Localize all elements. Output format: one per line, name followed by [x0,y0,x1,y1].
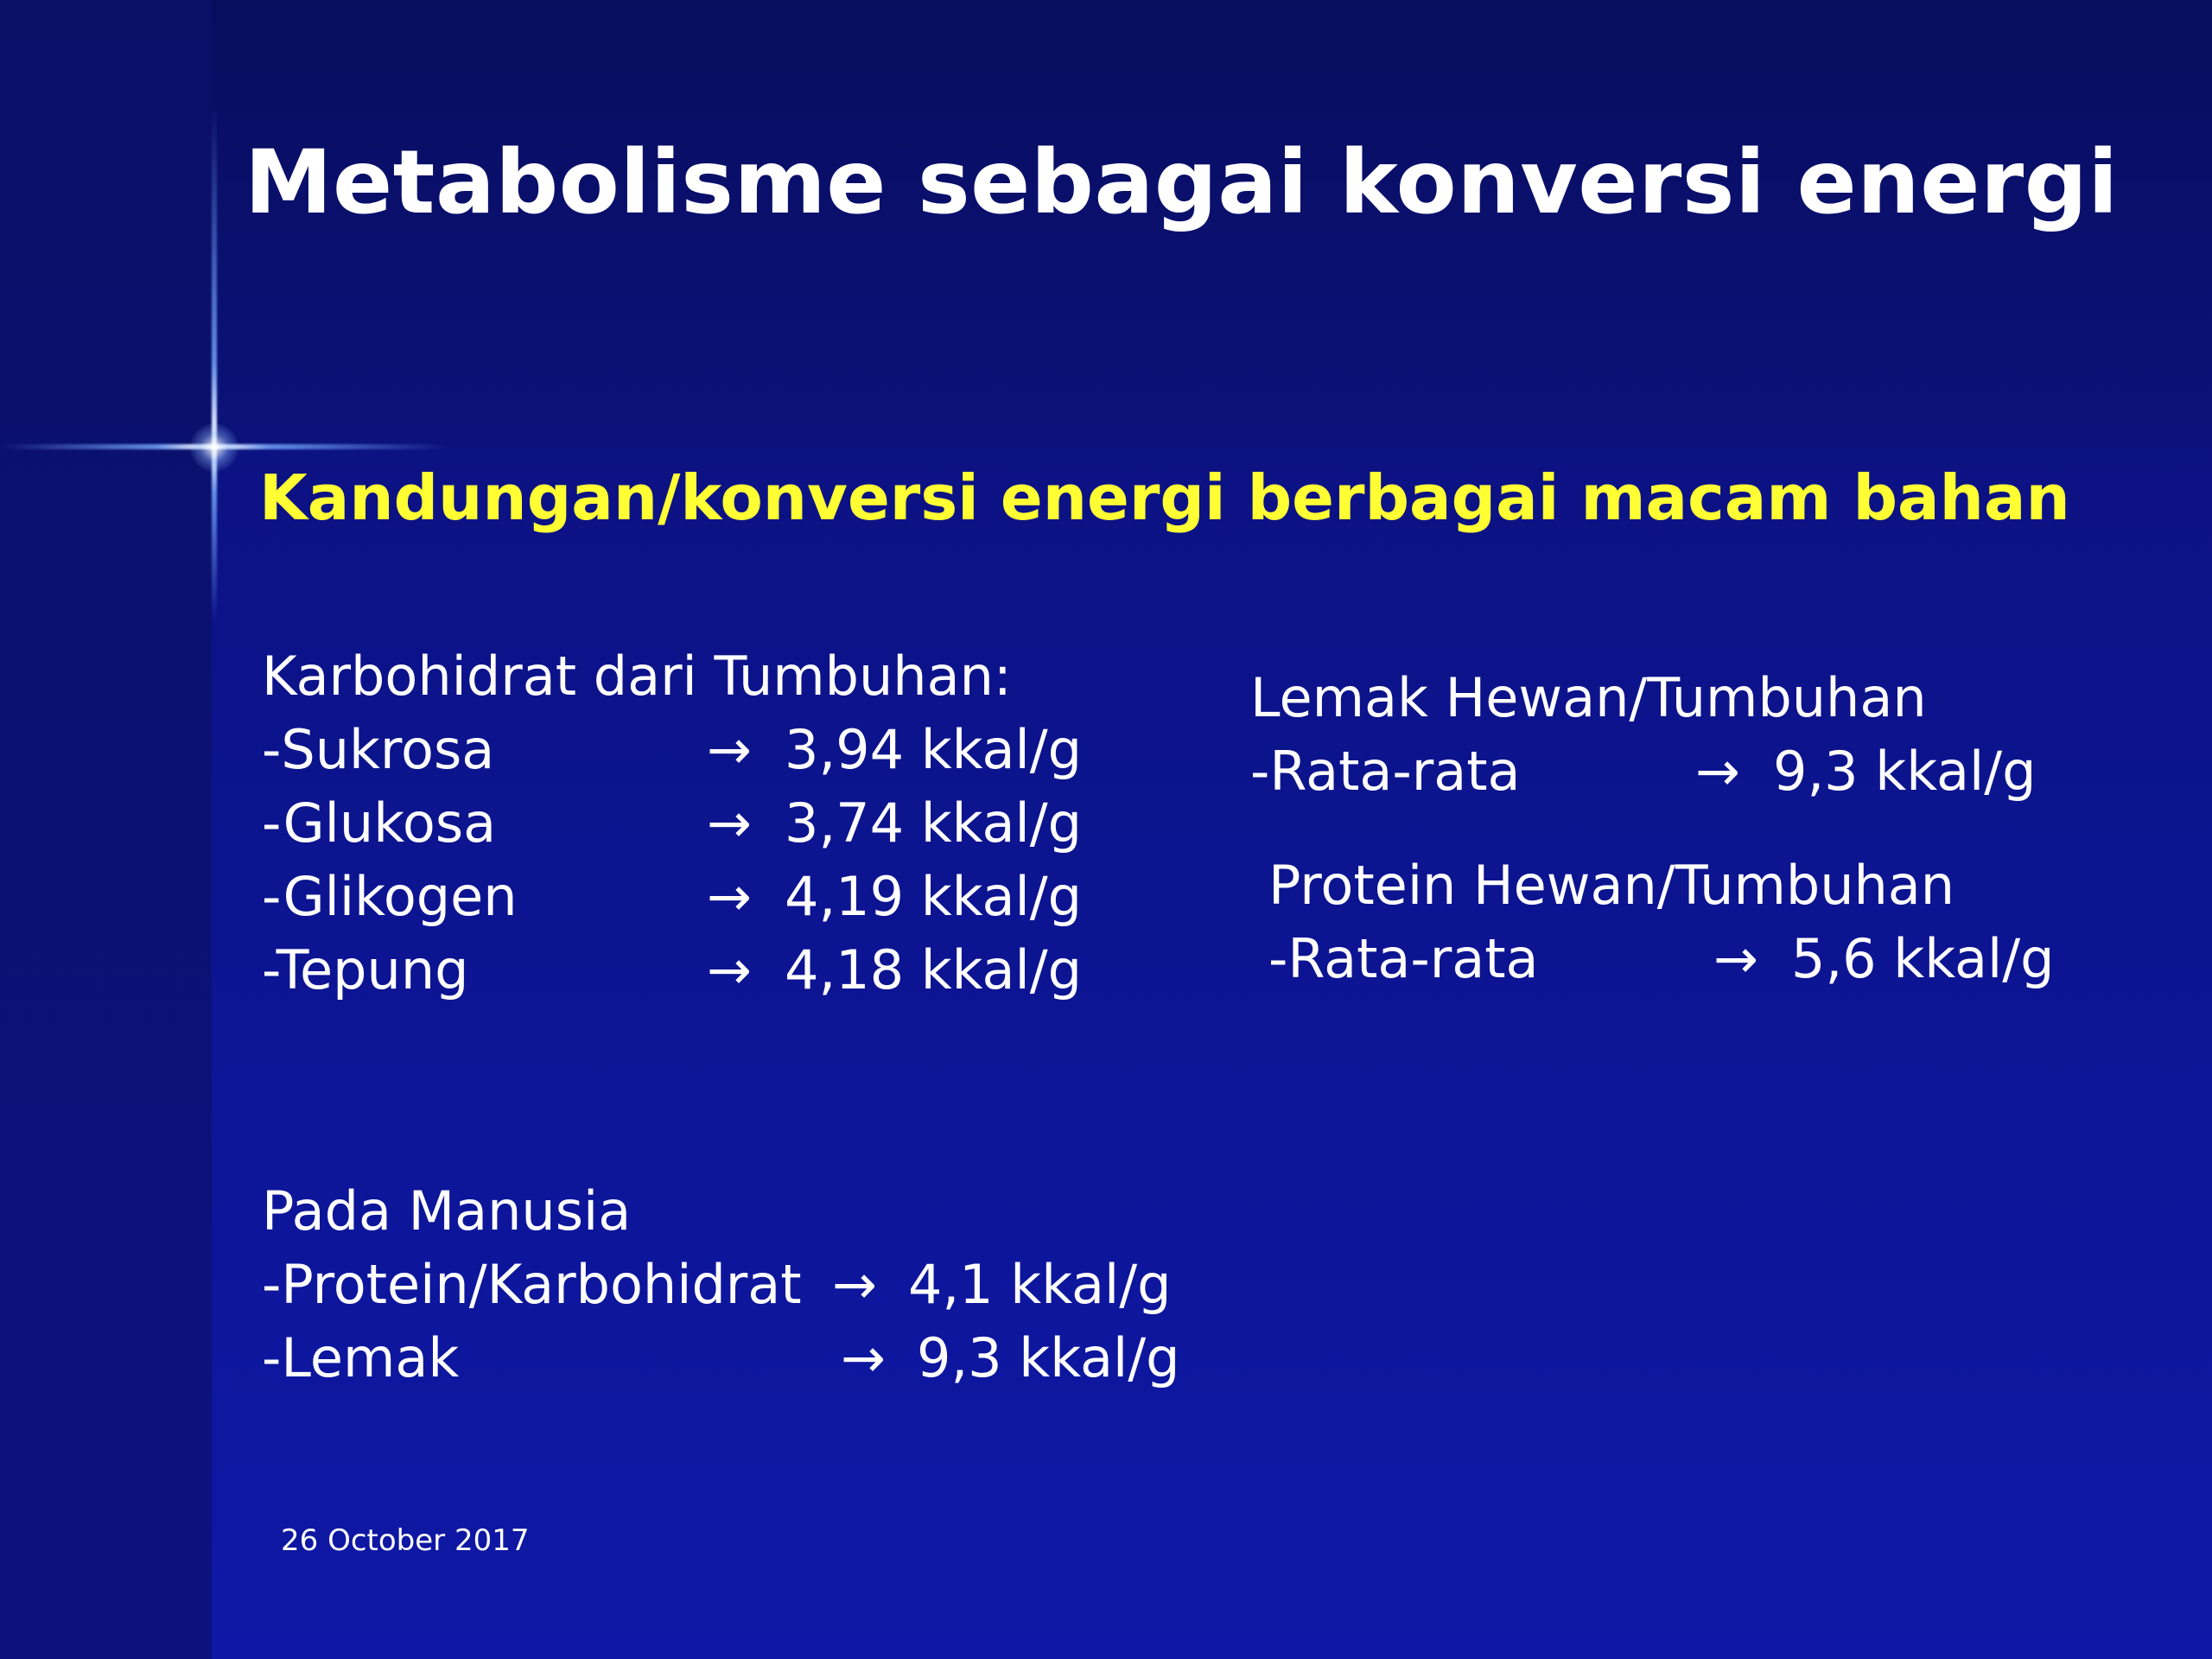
carbs-row-tepung [262,933,1126,1007]
slide-title: Metabolisme sebagai konversi energi [245,131,2119,234]
arrow-icon: → [707,865,752,928]
arrow-icon: → [1695,740,1740,803]
human-row-fat [262,1321,1299,1395]
human-value: 4,1 kkal/g [908,1253,1172,1316]
carbs-row-sukrosa [262,713,1126,786]
carbs-value: 4,19 kkal/g [785,865,1082,928]
arrow-icon: → [707,718,752,781]
carbs-row-glukosa [262,786,1126,860]
carbs-label: -Tepung [262,938,469,1001]
carbs-section [262,639,1126,1007]
slide-subtitle: Kandungan/konversi energi berbagai macam bahan [259,461,2070,534]
slide-date: 26 October 2017 [281,1523,530,1558]
human-section [262,1174,1299,1395]
protein-heading: Protein Hewan/Tumbuhan [1268,854,1955,917]
slide-left-band [0,0,212,1659]
carbs-label: -Glikogen [262,865,518,928]
carbs-label: -Sukrosa [262,718,495,781]
carbs-value: 4,18 kkal/g [785,938,1082,1001]
light-flare-vertical [212,104,217,622]
protein-section [1268,849,2133,995]
arrow-icon: → [1713,927,1758,990]
human-label: -Protein/Karbohidrat [262,1253,802,1316]
fat-label: -Rata-rata [1250,740,1521,803]
arrow-icon: → [707,791,752,855]
fat-value: 9,3 kkal/g [1773,740,2037,803]
protein-value: 5,6 kkal/g [1791,927,2055,990]
light-flare-glow [190,423,238,472]
arrow-icon: → [707,938,752,1001]
carbs-heading: Karbohidrat dari Tumbuhan: [262,645,1012,708]
human-label: -Lemak [262,1326,460,1389]
fat-section [1250,661,2114,808]
carbs-label: -Glukosa [262,791,497,855]
carbs-value: 3,94 kkal/g [785,718,1082,781]
protein-row-average [1268,922,2133,995]
fat-row-average [1250,734,2114,808]
human-row-protein-carbs [262,1248,1299,1321]
carbs-value: 3,74 kkal/g [785,791,1082,855]
arrow-icon: → [832,1253,877,1316]
protein-label: -Rata-rata [1268,927,1539,990]
human-heading: Pada Manusia [262,1179,632,1243]
arrow-icon: → [841,1326,886,1389]
carbs-row-glikogen [262,860,1126,933]
fat-heading: Lemak Hewan/Tumbuhan [1250,666,1927,729]
human-value: 9,3 kkal/g [917,1326,1180,1389]
